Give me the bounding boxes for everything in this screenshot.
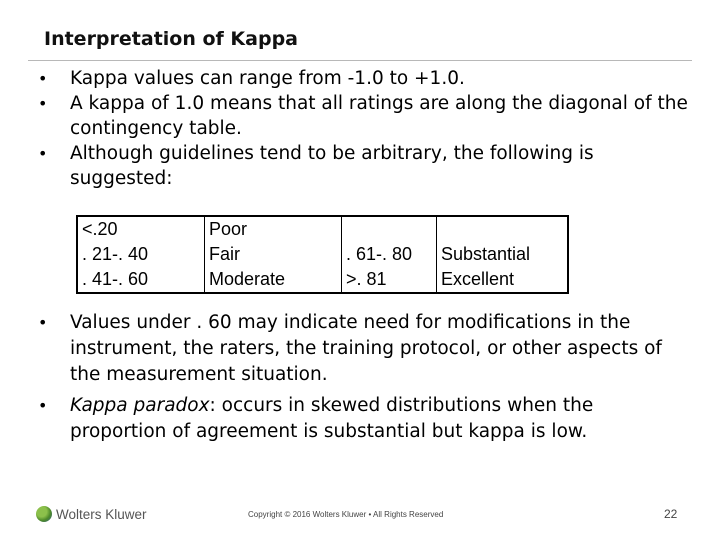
table-cell: <.20 <box>82 219 118 239</box>
copyright-notice: Copyright © 2016 Wolters Kluwer • All Rights Reserved <box>248 510 444 519</box>
page-number: 22 <box>664 507 678 521</box>
bullet-dot: • <box>38 396 48 415</box>
rating-column-2 <box>437 216 569 293</box>
brand-name: Wolters Kluwer <box>56 506 147 522</box>
bullet-item <box>38 310 688 388</box>
bullet-text: Kappa values can range from -1.0 to +1.0. <box>70 68 465 89</box>
table-cell: Excellent <box>441 269 515 289</box>
rating-column <box>205 216 342 293</box>
bullet-dot: • <box>38 144 48 163</box>
wolters-kluwer-logo-icon <box>36 506 52 522</box>
kappa-paradox-term: Kappa paradox <box>70 395 210 416</box>
table-row <box>77 216 568 293</box>
table-cell: . 61-. 80 <box>346 244 413 264</box>
table-cell: Moderate <box>209 269 286 289</box>
bullet-item <box>38 141 688 191</box>
title-divider <box>28 60 692 61</box>
bullet-text: A kappa of 1.0 means that all ratings are along the diagonal of the contingency table. <box>70 93 688 139</box>
bullet-dot: • <box>38 94 48 113</box>
table-cell: . 21-. 40 <box>82 244 149 264</box>
bullet-item <box>38 393 688 445</box>
table-cell: Poor <box>209 219 248 239</box>
bullet-list-top <box>38 66 688 191</box>
bullet-list-bottom <box>38 310 688 450</box>
brand-logo <box>36 506 147 522</box>
bullet-text: Although guidelines tend to be arbitrary, the following is suggested: <box>70 143 594 189</box>
table-cell: Substantial <box>441 244 531 264</box>
kappa-guideline-table <box>76 215 569 294</box>
range-column <box>77 216 205 293</box>
table-cell <box>441 217 563 242</box>
table-cell: >. 81 <box>346 269 387 289</box>
table-cell: Fair <box>209 244 240 264</box>
bullet-text: Values under . 60 may indicate need for modifications in the instrument, the raters, the training protocol, or other aspects of the measurement situation. <box>70 312 662 385</box>
slide-title: Interpretation of Kappa <box>44 28 298 50</box>
bullet-dot: • <box>38 313 48 332</box>
table-cell <box>346 217 432 242</box>
bullet-dot: • <box>38 69 48 88</box>
range-column-2 <box>342 216 437 293</box>
table-cell: . 41-. 60 <box>82 269 149 289</box>
bullet-text: : occurs in skewed distributions when the proportion of agreement is substantial but kappa is low. <box>70 395 594 442</box>
bullet-item <box>38 91 688 141</box>
bullet-item <box>38 66 688 91</box>
